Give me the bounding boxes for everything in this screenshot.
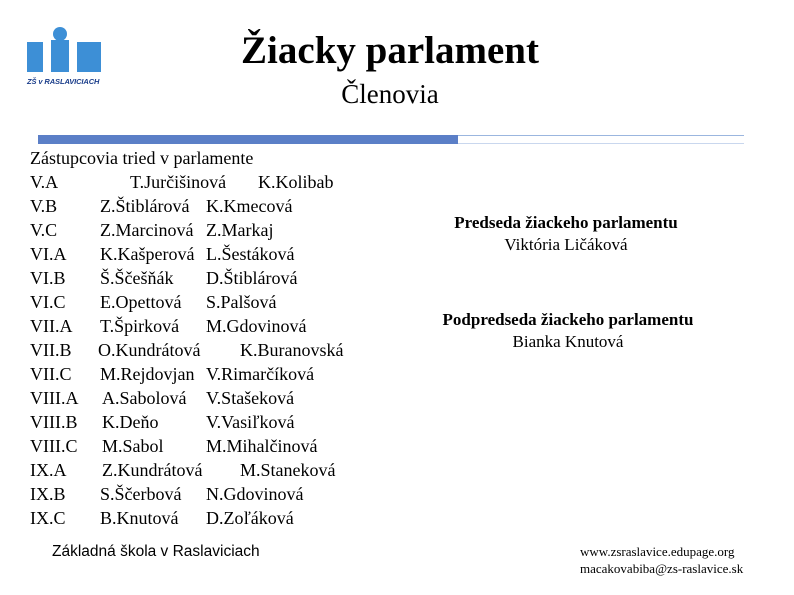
class-label: VI.A — [30, 244, 67, 264]
member-name: D.Zoľáková — [206, 508, 294, 528]
class-label: IX.B — [30, 484, 66, 504]
roster-row — [30, 338, 344, 362]
member-name: K.Kašperová — [100, 244, 195, 264]
roster-row — [30, 506, 294, 530]
class-label: V.B — [30, 196, 58, 216]
website-link[interactable]: www.zsraslavice.edupage.org — [580, 544, 735, 559]
class-representatives — [30, 146, 344, 530]
member-name: V.Rimarčíková — [206, 364, 315, 384]
member-name: Z.Štiblárová — [100, 196, 190, 216]
roster-heading: Zástupcovia tried v parlamente — [30, 148, 254, 168]
member-name: N.Gdovinová — [206, 484, 304, 504]
logo-text: ZŠ v RASLAVICIACH — [27, 77, 100, 86]
member-name: S.Palšová — [206, 292, 277, 312]
member-name: Š.Ščešňák — [100, 268, 174, 288]
roster-row — [30, 410, 295, 434]
member-name: K.Buranovská — [240, 340, 344, 360]
vice-president-name: Bianka Knutová — [512, 332, 624, 351]
member-name: K.Kolibab — [258, 172, 334, 192]
member-name: O.Kundrátová — [98, 340, 201, 360]
page-title: Žiacky parlament — [241, 29, 539, 72]
member-name: K.Deňo — [102, 412, 159, 432]
roster-row — [30, 386, 295, 410]
accent-bar — [38, 135, 458, 144]
member-name: V.Vasiľková — [206, 412, 295, 432]
class-label: VII.C — [30, 364, 72, 384]
email-link[interactable]: macakovabiba@zs-raslavice.sk — [580, 561, 744, 576]
member-name: Z.Markaj — [206, 220, 274, 240]
member-name: S.Ščerbová — [100, 484, 182, 504]
vice-president-block — [418, 309, 718, 353]
member-name: T.Jurčišinová — [130, 172, 227, 192]
roster-row — [30, 434, 318, 458]
roster-row — [30, 194, 293, 218]
member-name: M.Staneková — [240, 460, 336, 480]
member-name: B.Knutová — [100, 508, 179, 528]
roster-row — [30, 266, 298, 290]
roster-row — [30, 458, 336, 482]
class-label: IX.A — [30, 460, 67, 480]
member-name: D.Štiblárová — [206, 268, 298, 288]
member-name: T.Špirková — [100, 316, 180, 336]
class-label: V.A — [30, 172, 59, 192]
class-label: VIII.B — [30, 412, 78, 432]
logo-graphic — [22, 26, 108, 78]
member-name: E.Opettová — [100, 292, 182, 312]
roster-row — [30, 362, 315, 386]
president-title: Predseda žiackeho parlamentu — [454, 213, 678, 232]
accent-line-bottom — [458, 143, 744, 144]
member-name: M.Sabol — [102, 436, 164, 456]
class-label: VII.A — [30, 316, 73, 336]
footer-school-name: Základná škola v Raslaviciach — [52, 543, 260, 560]
roster-row — [30, 314, 307, 338]
member-name: Z.Marcinová — [100, 220, 194, 240]
school-logo — [22, 26, 108, 88]
roster-row — [30, 242, 295, 266]
president-name: Viktória Ličáková — [504, 235, 628, 254]
member-name: V.Stašeková — [206, 388, 295, 408]
class-label: VIII.A — [30, 388, 79, 408]
accent-line-top — [458, 135, 744, 136]
member-name: Z.Kundrátová — [102, 460, 203, 480]
vice-president-title: Podpredseda žiackeho parlamentu — [442, 310, 694, 329]
president-block — [416, 212, 716, 256]
member-name: M.Mihalčinová — [206, 436, 318, 456]
class-label: VII.B — [30, 340, 72, 360]
member-name: L.Šestáková — [206, 244, 295, 264]
roster-row — [30, 290, 277, 314]
member-name: K.Kmecová — [206, 196, 293, 216]
roster-row — [30, 482, 304, 506]
page-subtitle: Členovia — [341, 79, 439, 109]
member-name: A.Sabolová — [102, 388, 187, 408]
class-label: V.C — [30, 220, 58, 240]
class-label: VI.C — [30, 292, 66, 312]
footer-contact — [580, 543, 743, 577]
class-label: VIII.C — [30, 436, 78, 456]
member-name: M.Gdovinová — [206, 316, 307, 336]
member-name: M.Rejdovjan — [100, 364, 195, 384]
roster-rows — [30, 170, 344, 530]
class-label: IX.C — [30, 508, 66, 528]
roster-row — [30, 218, 274, 242]
class-label: VI.B — [30, 268, 66, 288]
roster-row — [30, 170, 334, 194]
